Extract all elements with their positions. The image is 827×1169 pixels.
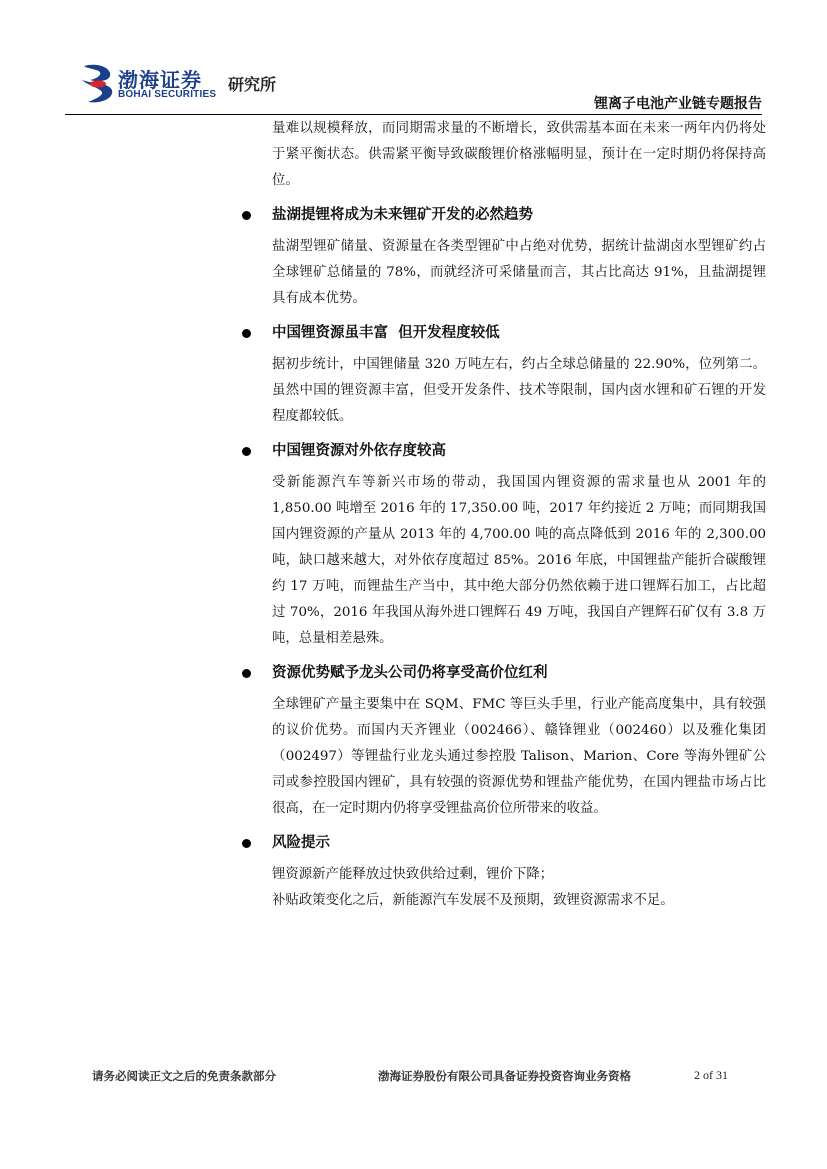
section-heading-text: 资源优势赋予龙头公司仍将享受高价位红利 bbox=[272, 665, 548, 681]
risk-line: 补贴政策变化之后，新能源汽车发展不及预期，致锂资源需求不足。 bbox=[272, 893, 674, 908]
bullet-icon bbox=[242, 447, 251, 456]
section-heading-text: 中国锂资源对外依存度较高 bbox=[272, 443, 446, 459]
page-header bbox=[0, 0, 827, 120]
logo-english-name: BOHAI SECURITIES bbox=[118, 89, 217, 100]
bohai-logo-icon bbox=[78, 62, 116, 104]
report-title: 锂离子电池产业链专题报告 bbox=[594, 96, 762, 112]
bullet-icon bbox=[242, 211, 251, 220]
logo-chinese-name: 渤海证券 bbox=[118, 68, 202, 92]
section-body-china-reserves: 据初步统计，中国锂储量 320 万吨左右，约占全球总储量的 22.90%，位列第二。虽然中国的锂资源丰富，但受开发条件、技术等限制，国内卤水锂和矿石锂的开发程度都较低。 bbox=[272, 357, 766, 424]
section-heading-salt-lake bbox=[272, 200, 766, 230]
page-footer bbox=[0, 1068, 827, 1098]
section-body-salt-lake: 盐湖型锂矿储量、资源量在各类型锂矿中占绝对优势，据统计盐湖卤水型锂矿约占全球锂矿总储量的 78%，而就经济可采储量而言，其占比高达 91%，且盐湖提锂具有成本优势。 bbox=[272, 239, 766, 306]
footer-qualification: 渤海证券股份有限公司具备证券投资咨询业务资格 bbox=[378, 1069, 631, 1083]
section-heading-leader-advantage bbox=[272, 658, 766, 688]
header-divider bbox=[65, 114, 762, 115]
section-body-leader-advantage: 全球锂矿产量主要集中在 SQM、FMC 等巨头手里，行业产能高度集中，具有较强的议价优势。而国内天齐锂业（002466）、赣锋锂业（002460）以及雅化集团（002497）等锂盐行业龙头通过参控股 Talison、Marion、Core 等海外锂矿公司或参控股国内锂矿，具有较强的资源优势和锂盐产能优势，在国内锂盐市场占比很高，在一定时期内仍将享受锂盐高价位所带来的收益。 bbox=[272, 697, 766, 816]
section-heading-risk bbox=[272, 828, 766, 858]
section-body-import-dependence: 受新能源汽车等新兴市场的带动，我国国内锂资源的需求量也从 2001 年的 1,850.00 吨增至 2016 年的 17,350.00 吨，2017 年约接近 2 万吨；而同期我国国内锂资源的产量从 2013 年的 4,700.00 吨的高点降低到 2016 年的 2,300.00 吨，缺口越来越大，对外依存度超过 85%。2016 年底，中国锂盐产能折合碳酸锂约 17 万吨，而锂盐生产当中，其中绝大部分仍然依赖于进口锂辉石加工，占比超过 70%，2016 年我国从海外进口锂辉石 49 万吨，我国自产锂辉石矿仅有 3.8 万吨，总量相差悬殊。 bbox=[272, 475, 766, 646]
main-content bbox=[272, 116, 766, 914]
department-label: 研究所 bbox=[228, 75, 277, 94]
bullet-icon bbox=[242, 839, 251, 848]
section-heading-china-reserves bbox=[272, 318, 766, 348]
section-heading-import-dependence bbox=[272, 436, 766, 466]
intro-paragraph: 量难以规模释放，而同期需求量的不断增长，致供需基本面在未来一两年内仍将处于紧平衡状态。供需紧平衡导致碳酸锂价格涨幅明显，预计在一定时期仍将保持高位。 bbox=[272, 121, 766, 188]
footer-disclaimer: 请务必阅读正文之后的免责条款部分 bbox=[92, 1069, 276, 1083]
risk-line: 锂资源新产能释放过快致供给过剩，锂价下降； bbox=[272, 867, 554, 882]
section-heading-text: 盐湖提锂将成为未来锂矿开发的必然趋势 bbox=[272, 207, 533, 223]
section-heading-text: 中国锂资源虽丰富 但开发程度较低 bbox=[272, 325, 500, 341]
section-heading-text: 风险提示 bbox=[272, 835, 330, 851]
bullet-icon bbox=[242, 329, 251, 338]
page-number: 2 of 31 bbox=[694, 1068, 728, 1082]
bullet-icon bbox=[242, 669, 251, 678]
company-logo bbox=[78, 62, 223, 104]
